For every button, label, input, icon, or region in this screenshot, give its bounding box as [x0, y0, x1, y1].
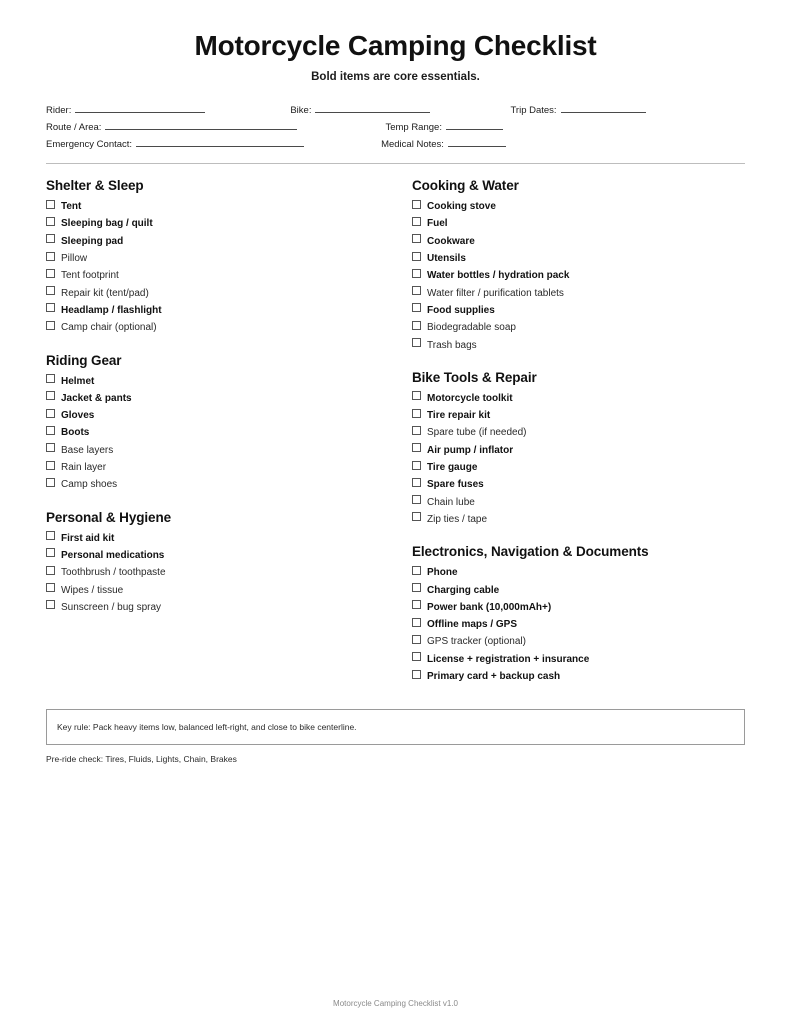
checklist-items [46, 530, 402, 616]
checklist-item[interactable] [412, 390, 745, 407]
checklist-item-label: Base layers [61, 444, 114, 456]
checkbox-icon[interactable] [46, 252, 55, 261]
checklist-item[interactable] [46, 390, 402, 407]
checklist-item[interactable] [412, 582, 745, 599]
emergency-contact-input[interactable] [136, 137, 304, 147]
checklist-item-label: Cooking stove [427, 201, 496, 213]
checkbox-icon[interactable] [412, 303, 421, 312]
checklist-item[interactable] [46, 442, 402, 459]
checklist-item-label: Biodegradable soap [427, 322, 516, 334]
checklist-item[interactable] [46, 373, 402, 390]
checklist-item-label: Air pump / inflator [427, 444, 514, 456]
checkbox-icon[interactable] [46, 303, 55, 312]
checkbox-icon[interactable] [46, 269, 55, 278]
checkbox-icon[interactable] [412, 512, 421, 521]
checkbox-icon[interactable] [412, 635, 421, 644]
checklist-item[interactable] [412, 476, 745, 493]
checkbox-icon[interactable] [46, 443, 55, 452]
checklist-item-label: Tent [61, 201, 82, 213]
checkbox-icon[interactable] [412, 269, 421, 278]
checklist-item[interactable] [412, 285, 745, 302]
page-title: Motorcycle Camping Checklist [194, 30, 597, 61]
checklist-items [412, 198, 745, 354]
bike-label: Bike: [290, 105, 312, 117]
checklist-item-label: Headlamp / flashlight [61, 304, 162, 316]
emergency-contact-field[interactable] [46, 137, 304, 150]
medical-notes-label: Medical Notes: [381, 139, 444, 151]
checklist-section [46, 510, 402, 616]
checklist-item-label: Offline maps / GPS [427, 619, 518, 631]
checkbox-icon[interactable] [412, 321, 421, 330]
bike-field[interactable] [290, 103, 430, 116]
checklist-section [412, 544, 745, 685]
checklist-item-label: License + registration + insurance [427, 653, 590, 665]
checkbox-icon[interactable] [412, 652, 421, 661]
checkbox-icon[interactable] [46, 531, 55, 540]
section-title: Personal & Hygiene [46, 509, 171, 525]
checklist-item[interactable] [412, 511, 745, 528]
temp-range-label: Temp Range: [385, 122, 442, 134]
checklist-item[interactable] [46, 599, 402, 616]
checkbox-icon[interactable] [412, 495, 421, 504]
checklist-item[interactable] [412, 616, 745, 633]
checklist-item-label: Phone [427, 567, 458, 579]
checklist-item-label: Food supplies [427, 304, 495, 316]
checklist-item[interactable] [412, 651, 745, 668]
key-rule-text: Key rule: Pack heavy items low, balanced left-right, and close to bike centerline. [57, 722, 357, 733]
checklist-item[interactable] [46, 424, 402, 441]
checkbox-icon[interactable] [46, 600, 55, 609]
checklist-item-label: First aid kit [61, 532, 115, 544]
checklist-item-label: Charging cable [427, 584, 500, 596]
meta-row-1 [46, 103, 745, 120]
checkbox-icon[interactable] [412, 217, 421, 226]
checkbox-icon[interactable] [412, 426, 421, 435]
temp-range-field[interactable] [385, 120, 503, 133]
checklist-item[interactable] [46, 582, 402, 599]
checklist-item-label: Water filter / purification tablets [427, 287, 564, 299]
meta-row-3 [46, 137, 745, 154]
medical-notes-field[interactable] [381, 137, 506, 150]
checkbox-icon[interactable] [412, 670, 421, 679]
checklist-item[interactable] [412, 668, 745, 685]
header-divider [46, 163, 745, 164]
checklist-item[interactable] [412, 407, 745, 424]
checklist-item[interactable] [412, 250, 745, 267]
checklist-item[interactable] [46, 198, 402, 215]
checklist-item-label: Water bottles / hydration pack [427, 270, 570, 282]
checklist-item-label: Camp chair (optional) [61, 322, 157, 334]
checklist-item[interactable] [46, 407, 402, 424]
checkbox-icon[interactable] [46, 461, 55, 470]
route-field[interactable] [46, 120, 297, 133]
checklist-item-label: Toothbrush / toothpaste [61, 567, 166, 579]
checklist-item[interactable] [46, 302, 402, 319]
checklist-item-label: Repair kit (tent/pad) [61, 287, 149, 299]
checklist-item-label: Spare fuses [427, 479, 484, 491]
checkbox-icon[interactable] [46, 409, 55, 418]
checkbox-icon[interactable] [412, 391, 421, 400]
checklist-items [46, 373, 402, 494]
section-title: Shelter & Sleep [46, 178, 144, 194]
checklist-item-label: Tent footprint [61, 270, 119, 282]
checkbox-icon[interactable] [46, 478, 55, 487]
checklist-item-label: Cookware [427, 235, 475, 247]
checklist-column-right [412, 178, 745, 685]
rider-input[interactable] [75, 103, 205, 113]
rider-label: Rider: [46, 105, 72, 117]
checklist-item[interactable] [46, 233, 402, 250]
checklist-item-label: Rain layer [61, 462, 107, 474]
section-title: Electronics, Navigation & Documents [412, 544, 649, 560]
checklist-item-label: Utensils [427, 253, 466, 265]
checklist-item-label: Tire gauge [427, 462, 478, 474]
checkbox-icon[interactable] [46, 566, 55, 575]
checkbox-icon[interactable] [412, 566, 421, 575]
temp-range-input[interactable] [446, 120, 503, 130]
checklist-items [46, 198, 402, 336]
checklist-item[interactable] [412, 198, 745, 215]
checkbox-icon[interactable] [46, 200, 55, 209]
checklist-item[interactable] [46, 319, 402, 336]
route-input[interactable] [105, 120, 297, 130]
checklist-item[interactable] [46, 530, 402, 547]
checklist-item[interactable] [412, 599, 745, 616]
checkbox-icon[interactable] [412, 252, 421, 261]
checklist-item-label: Sleeping bag / quilt [61, 218, 153, 230]
checkbox-icon[interactable] [412, 478, 421, 487]
checklist-item[interactable] [412, 633, 745, 650]
section-title: Bike Tools & Repair [412, 369, 537, 385]
checklist-item[interactable] [412, 233, 745, 250]
checklist-item-label: Power bank (10,000mAh+) [427, 601, 552, 613]
checklist-item[interactable] [46, 250, 402, 267]
checklist-item[interactable] [412, 215, 745, 232]
checkbox-icon[interactable] [412, 461, 421, 470]
route-label: Route / Area: [46, 122, 102, 134]
checklist-columns [46, 178, 745, 685]
checkbox-icon[interactable] [412, 200, 421, 209]
section-title: Cooking & Water [412, 178, 519, 194]
checklist-items [412, 564, 745, 685]
checkbox-icon[interactable] [46, 391, 55, 400]
checkbox-icon[interactable] [412, 618, 421, 627]
checklist-item[interactable] [412, 442, 745, 459]
checklist-item-label: Boots [61, 427, 90, 439]
checklist-section [46, 353, 402, 494]
checklist-item[interactable] [46, 459, 402, 476]
checklist-item-label: Personal medications [61, 549, 165, 561]
checkbox-icon[interactable] [412, 583, 421, 592]
medical-notes-input[interactable] [448, 137, 506, 147]
checklist-item-label: Pillow [61, 253, 88, 265]
checklist-item-label: Spare tube (if needed) [427, 427, 527, 439]
checkbox-icon[interactable] [46, 374, 55, 383]
checklist-item[interactable] [412, 337, 745, 354]
checklist-item[interactable] [412, 424, 745, 441]
rider-field[interactable] [46, 103, 205, 116]
checklist-item[interactable] [46, 547, 402, 564]
checklist-item-label: Motorcycle toolkit [427, 392, 513, 404]
checkbox-icon[interactable] [412, 338, 421, 347]
checkbox-icon[interactable] [46, 234, 55, 243]
checkbox-icon[interactable] [46, 426, 55, 435]
checklist-item-label: Zip ties / tape [427, 513, 488, 525]
metadata-form [46, 103, 745, 154]
checkbox-icon[interactable] [46, 583, 55, 592]
trip-dates-input[interactable] [561, 103, 646, 113]
checkbox-icon[interactable] [412, 600, 421, 609]
key-rule-box [46, 709, 745, 745]
checklist-item[interactable] [412, 302, 745, 319]
checklist-item[interactable] [46, 285, 402, 302]
checkbox-icon[interactable] [46, 217, 55, 226]
checklist-item[interactable] [46, 476, 402, 493]
checklist-item-label: Camp shoes [61, 479, 118, 491]
preride-check-text: Pre-ride check: Tires, Fluids, Lights, Chain, Brakes [46, 754, 237, 765]
bike-input[interactable] [315, 103, 430, 113]
checkbox-icon[interactable] [412, 409, 421, 418]
checklist-item-label: Chain lube [427, 496, 475, 508]
checklist-item-label: Primary card + backup cash [427, 671, 561, 683]
checklist-item-label: Tire repair kit [427, 410, 491, 422]
checklist-item-label: Helmet [61, 375, 95, 387]
checklist-item[interactable] [46, 564, 402, 581]
checklist-item-label: Trash bags [427, 339, 477, 351]
checklist-item[interactable] [46, 267, 402, 284]
checkbox-icon[interactable] [46, 321, 55, 330]
checklist-section [46, 178, 402, 336]
section-title: Riding Gear [46, 352, 122, 368]
trip-dates-label: Trip Dates: [510, 105, 557, 117]
checklist-column-left [46, 178, 412, 685]
checklist-item[interactable] [46, 215, 402, 232]
checklist-item-label: Wipes / tissue [61, 584, 124, 596]
checklist-section [412, 370, 745, 528]
checklist-item-label: Fuel [427, 218, 448, 230]
checklist-item-label: Gloves [61, 410, 95, 422]
checklist-item[interactable] [412, 267, 745, 284]
checklist-item[interactable] [412, 564, 745, 581]
emergency-contact-label: Emergency Contact: [46, 139, 133, 151]
checkbox-icon[interactable] [46, 286, 55, 295]
document-sheet [46, 0, 745, 764]
page-footer: Motorcycle Camping Checklist v1.0 [333, 999, 458, 1008]
checkbox-icon[interactable] [412, 443, 421, 452]
checklist-item[interactable] [412, 459, 745, 476]
checklist-items [412, 390, 745, 528]
checklist-item[interactable] [412, 319, 745, 336]
checklist-item-label: GPS tracker (optional) [427, 636, 526, 648]
checklist-item-label: Sunscreen / bug spray [61, 601, 162, 613]
checklist-item-label: Jacket & pants [61, 392, 132, 404]
checklist-item-label: Sleeping pad [61, 235, 124, 247]
checkbox-icon[interactable] [412, 234, 421, 243]
trip-dates-field[interactable] [510, 103, 645, 116]
checklist-item[interactable] [412, 494, 745, 511]
page-subtitle: Bold items are core essentials. [311, 71, 480, 84]
checkbox-icon[interactable] [46, 548, 55, 557]
checklist-section [412, 178, 745, 354]
checkbox-icon[interactable] [412, 286, 421, 295]
meta-row-2 [46, 120, 745, 137]
